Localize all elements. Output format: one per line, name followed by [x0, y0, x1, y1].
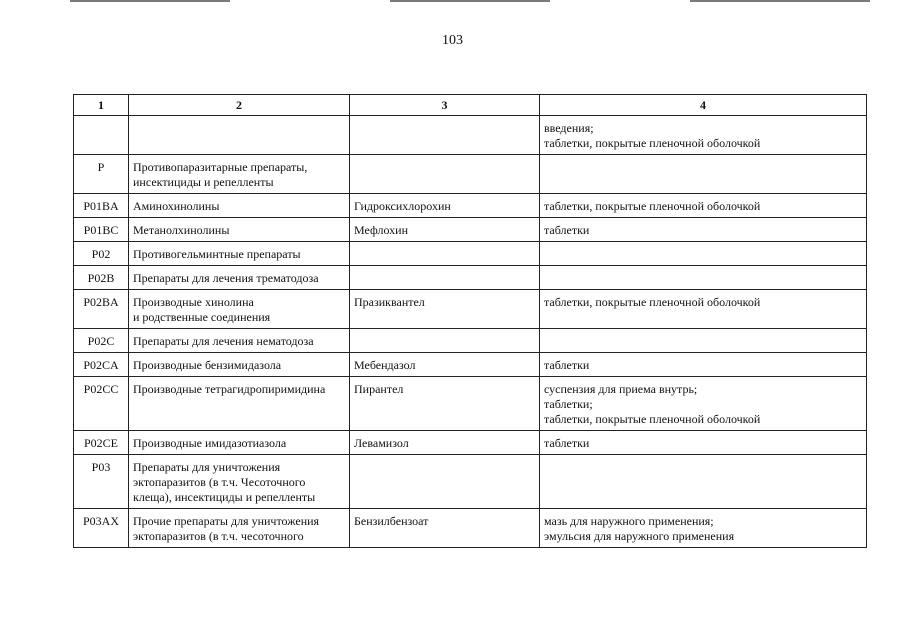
table-row: [74, 509, 867, 548]
dosage-form-line: эмульсия для наружного применения: [544, 529, 735, 543]
pharmacological-group-cell: [129, 353, 350, 377]
page-number: 103: [442, 33, 463, 48]
group-line: клеща), инсектициды и репелленты: [133, 490, 316, 504]
dosage-form-cell: [540, 509, 867, 548]
dosage-form-cell: [540, 455, 867, 509]
pharmacological-group-cell: [129, 455, 350, 509]
pharmacological-group-cell: [129, 377, 350, 431]
dosage-form-cell: [540, 266, 867, 290]
atc-code-cell: P02: [74, 242, 129, 266]
table-row: [74, 194, 867, 218]
atc-code-cell: P02BA: [74, 290, 129, 329]
table-row: [74, 218, 867, 242]
table-row: [74, 431, 867, 455]
pharmacological-group-cell: [129, 329, 350, 353]
table-row: [74, 116, 867, 155]
drug-name-cell: Мебендазол: [350, 353, 540, 377]
drug-name-cell: [350, 116, 540, 155]
pharmacological-group-cell: [129, 242, 350, 266]
dosage-form-cell: [540, 116, 867, 155]
drug-name-cell: Пирантел: [350, 377, 540, 431]
group-line: Метанолхинолины: [133, 223, 230, 237]
group-line: Производные хинолина: [133, 295, 254, 309]
table-body: [74, 116, 867, 548]
table-row: [74, 266, 867, 290]
dosage-form-line: таблетки;: [544, 397, 593, 411]
table-header-row: [74, 95, 867, 116]
atc-code-cell: P02CC: [74, 377, 129, 431]
table-row: [74, 377, 867, 431]
dosage-form-cell: [540, 290, 867, 329]
group-line: Противогельминтные препараты: [133, 247, 301, 261]
dosage-form-line: таблетки, покрытые пленочной оболочкой: [544, 136, 761, 150]
dosage-form-cell: [540, 377, 867, 431]
drug-name-cell: [350, 455, 540, 509]
table-row: [74, 155, 867, 194]
column-header-2: 2: [129, 95, 350, 116]
dosage-form-cell: [540, 218, 867, 242]
group-line: Прочие препараты для уничтожения: [133, 514, 320, 528]
group-line: и родственные соединения: [133, 310, 271, 324]
scan-edge-line-left: [70, 0, 230, 2]
dosage-form-line: таблетки: [544, 358, 590, 372]
dosage-form-line: таблетки, покрытые пленочной оболочкой: [544, 295, 761, 309]
group-line: Производные тетрагидропиримидина: [133, 382, 326, 396]
atc-code-cell: [74, 116, 129, 155]
group-line: эктопаразитов (в т.ч. Чесоточного: [133, 475, 306, 489]
atc-code-cell: P02C: [74, 329, 129, 353]
dosage-form-line: суспензия для приема внутрь;: [544, 382, 698, 396]
drug-name-cell: Левамизол: [350, 431, 540, 455]
drug-name-cell: [350, 266, 540, 290]
column-header-1: 1: [74, 95, 129, 116]
group-line: Препараты для уничтожения: [133, 460, 281, 474]
drug-name-cell: [350, 242, 540, 266]
atc-code-cell: P02CE: [74, 431, 129, 455]
drug-table: [73, 94, 867, 548]
dosage-form-cell: [540, 353, 867, 377]
atc-code-cell: P02B: [74, 266, 129, 290]
pharmacological-group-cell: [129, 218, 350, 242]
dosage-form-cell: [540, 194, 867, 218]
atc-code-cell: P03AX: [74, 509, 129, 548]
drug-name-cell: Бензилбензоат: [350, 509, 540, 548]
drug-name-cell: [350, 329, 540, 353]
atc-code-cell: P03: [74, 455, 129, 509]
dosage-form-cell: [540, 155, 867, 194]
table-row: [74, 242, 867, 266]
table-row: [74, 290, 867, 329]
group-line: Препараты для лечения трематодоза: [133, 271, 319, 285]
pharmacological-group-cell: [129, 431, 350, 455]
table-row: [74, 455, 867, 509]
atc-code-cell: P01BC: [74, 218, 129, 242]
dosage-form-line: таблетки, покрытые пленочной оболочкой: [544, 412, 761, 426]
atc-code-cell: P02CA: [74, 353, 129, 377]
group-line: Производные бензимидазола: [133, 358, 282, 372]
atc-code-cell: P01BA: [74, 194, 129, 218]
group-line: Производные имидазотиазола: [133, 436, 287, 450]
pharmacological-group-cell: [129, 194, 350, 218]
group-line: Аминохинолины: [133, 199, 220, 213]
drug-name-cell: Празиквантел: [350, 290, 540, 329]
pharmacological-group-cell: [129, 116, 350, 155]
atc-code-cell: P: [74, 155, 129, 194]
scan-edge-line-right: [690, 0, 870, 2]
group-line: Противопаразитарные препараты,: [133, 160, 308, 174]
dosage-form-cell: [540, 431, 867, 455]
pharmacological-group-cell: [129, 509, 350, 548]
pharmacological-group-cell: [129, 155, 350, 194]
dosage-form-line: таблетки, покрытые пленочной оболочкой: [544, 199, 761, 213]
dosage-form-cell: [540, 329, 867, 353]
dosage-form-line: мазь для наружного применения;: [544, 514, 714, 528]
scan-edge-line-mid: [390, 0, 550, 2]
dosage-form-line: введения;: [544, 121, 594, 135]
column-header-4: 4: [540, 95, 867, 116]
group-line: эктопаразитов (в т.ч. чесоточного: [133, 529, 304, 543]
table-row: [74, 329, 867, 353]
pharmacological-group-cell: [129, 266, 350, 290]
table-row: [74, 353, 867, 377]
drug-name-cell: [350, 155, 540, 194]
group-line: инсектициды и репелленты: [133, 175, 274, 189]
column-header-3: 3: [350, 95, 540, 116]
drug-name-cell: Мефлохин: [350, 218, 540, 242]
dosage-form-line: таблетки: [544, 436, 590, 450]
dosage-form-line: таблетки: [544, 223, 590, 237]
pharmacological-group-cell: [129, 290, 350, 329]
dosage-form-cell: [540, 242, 867, 266]
drug-name-cell: Гидроксихлорохин: [350, 194, 540, 218]
group-line: Препараты для лечения нематодоза: [133, 334, 314, 348]
